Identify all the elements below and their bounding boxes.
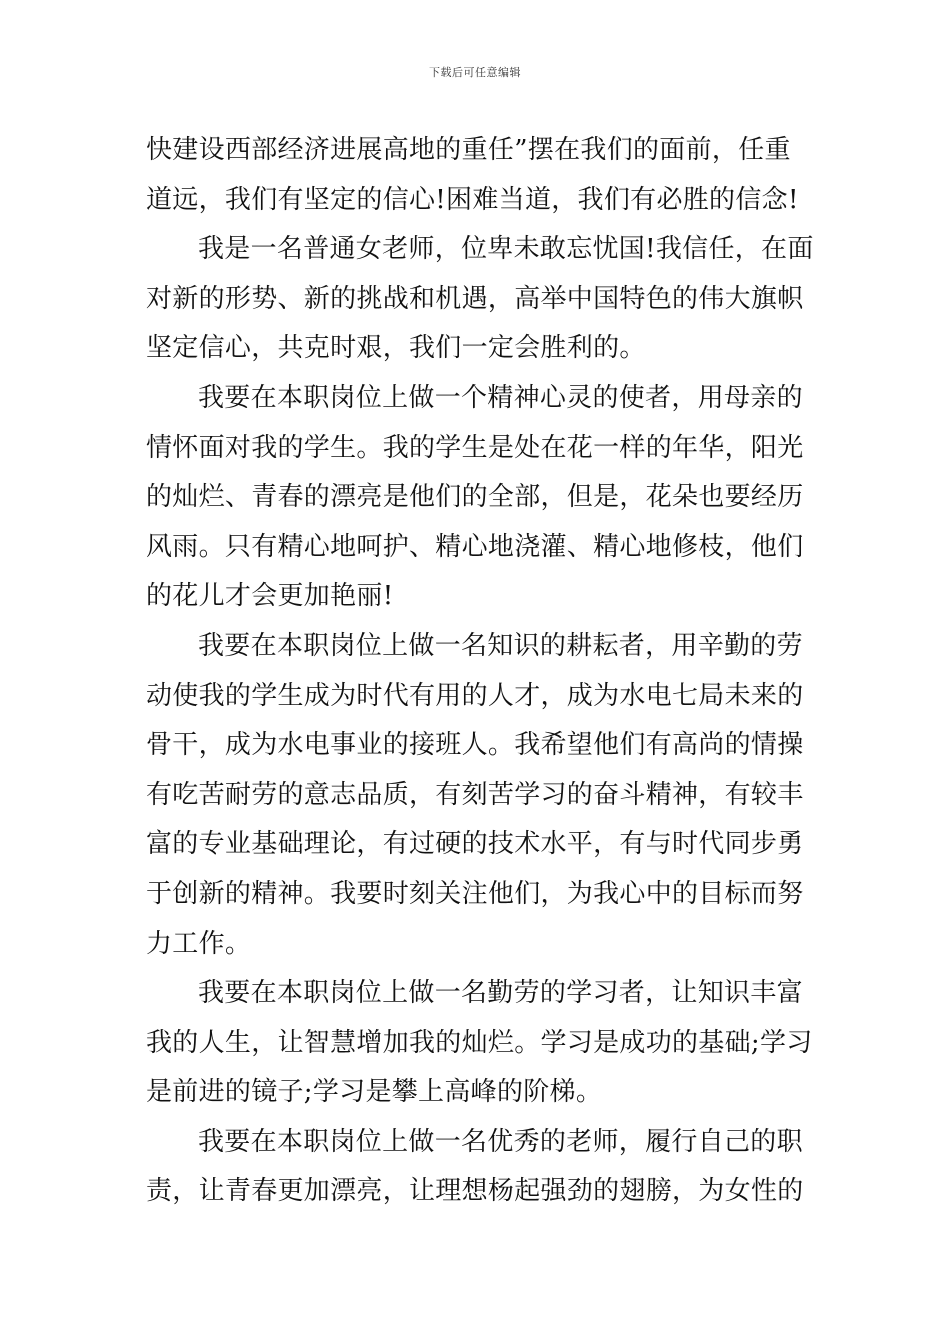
text-line: 对新的形势、新的挑战和机遇，高举中国特色的伟大旗帜 <box>146 283 804 314</box>
text-line: 力工作。 <box>146 928 252 959</box>
paragraph-first-line: 我要在本职岗位上做一个精神心灵的使者，用母亲的 <box>198 382 803 413</box>
text-line: 骨干，成为水电事业的接班人。我希望他们有高尚的情操 <box>146 730 804 761</box>
paragraph-first-line: 我要在本职岗位上做一名知识的耕耘者，用辛勤的劳 <box>198 630 803 661</box>
paragraph-first-line: 我是一名普通女老师，位卑未敢忘忧国!我信任，在面 <box>198 234 814 265</box>
page-header: 下载后可任意编辑 <box>429 66 521 79</box>
text-line: 情怀面对我的学生。我的学生是处在花一样的年华，阳光 <box>146 432 804 463</box>
paragraph-first-line: 我要在本职岗位上做一名勤劳的学习者，让知识丰富 <box>198 978 803 1009</box>
document-body <box>146 126 814 1217</box>
text-line: 我的人生，让智慧增加我的灿烂。学习是成功的基础;学习 <box>146 1027 813 1058</box>
text-line: 有吃苦耐劳的意志品质，有刻苦学习的奋斗精神，有较丰 <box>146 779 804 810</box>
text-line: 责，让青春更加漂亮，让理想杨起强劲的翅膀，为女性的 <box>146 1176 804 1207</box>
text-line: 坚定信心，共克时艰，我们一定会胜利的。 <box>146 333 646 364</box>
text-line: 的灿烂、青春的漂亮是他们的全部，但是，花朵也要经历 <box>146 482 804 513</box>
text-line: 道远，我们有坚定的信心!困难当道，我们有必胜的信念! <box>146 184 799 215</box>
text-line: 富的专业基础理论，有过硬的技术水平，有与时代同步勇 <box>146 829 804 860</box>
text-line: 风雨。只有精心地呵护、精心地浇灌、精心地修枝，他们 <box>146 531 804 562</box>
text-line: 于创新的精神。我要时刻关注他们，为我心中的目标而努 <box>146 878 804 909</box>
text-line: 动使我的学生成为时代有用的人才，成为水电七局未来的 <box>146 680 804 711</box>
text-line: 的花儿才会更加艳丽! <box>146 581 394 612</box>
text-line: 是前进的镜子;学习是攀上高峰的阶梯。 <box>146 1077 603 1108</box>
paragraph-first-line: 我要在本职岗位上做一名优秀的老师，履行自己的职 <box>198 1126 803 1157</box>
text-line: 快建设西部经济进展高地的重任”摆在我们的面前，任重 <box>146 135 791 165</box>
